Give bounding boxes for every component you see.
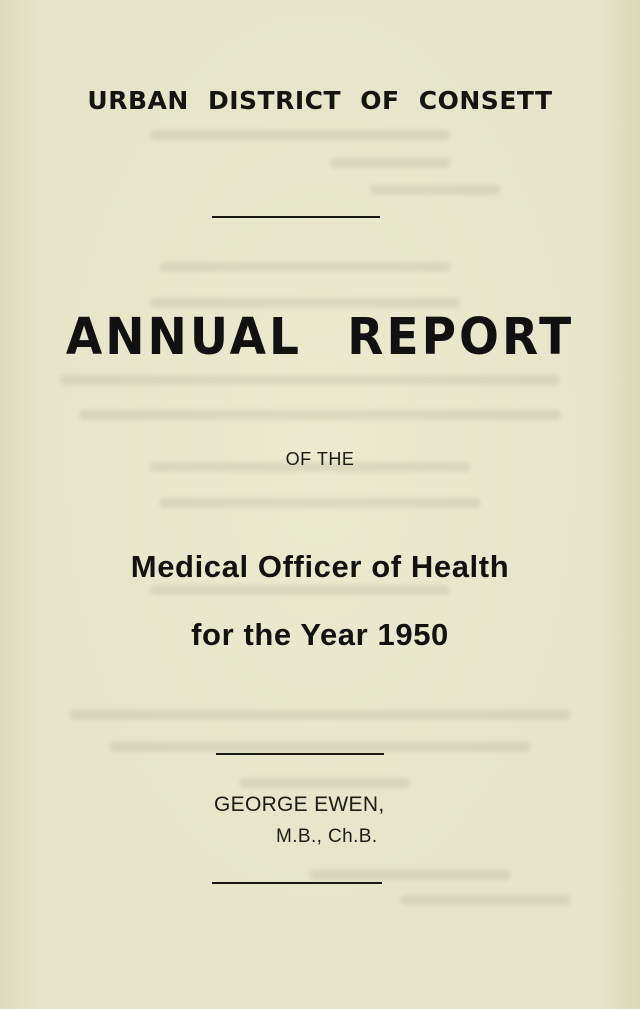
report-subject: Medical Officer of Health	[130, 549, 510, 584]
author-degrees: M.B., Ch.B.	[276, 826, 378, 847]
divider-rule-bottom	[212, 882, 382, 884]
author-name: GEORGE EWEN,	[214, 793, 385, 816]
report-period: for the Year 1950	[191, 617, 449, 652]
district-heading: URBAN DISTRICT OF CONSETT	[87, 86, 553, 115]
divider-rule-middle	[216, 753, 384, 755]
report-title: ANNUAL REPORT	[65, 307, 575, 368]
divider-rule-top	[212, 216, 380, 218]
title-connector: OF THE	[285, 449, 355, 469]
